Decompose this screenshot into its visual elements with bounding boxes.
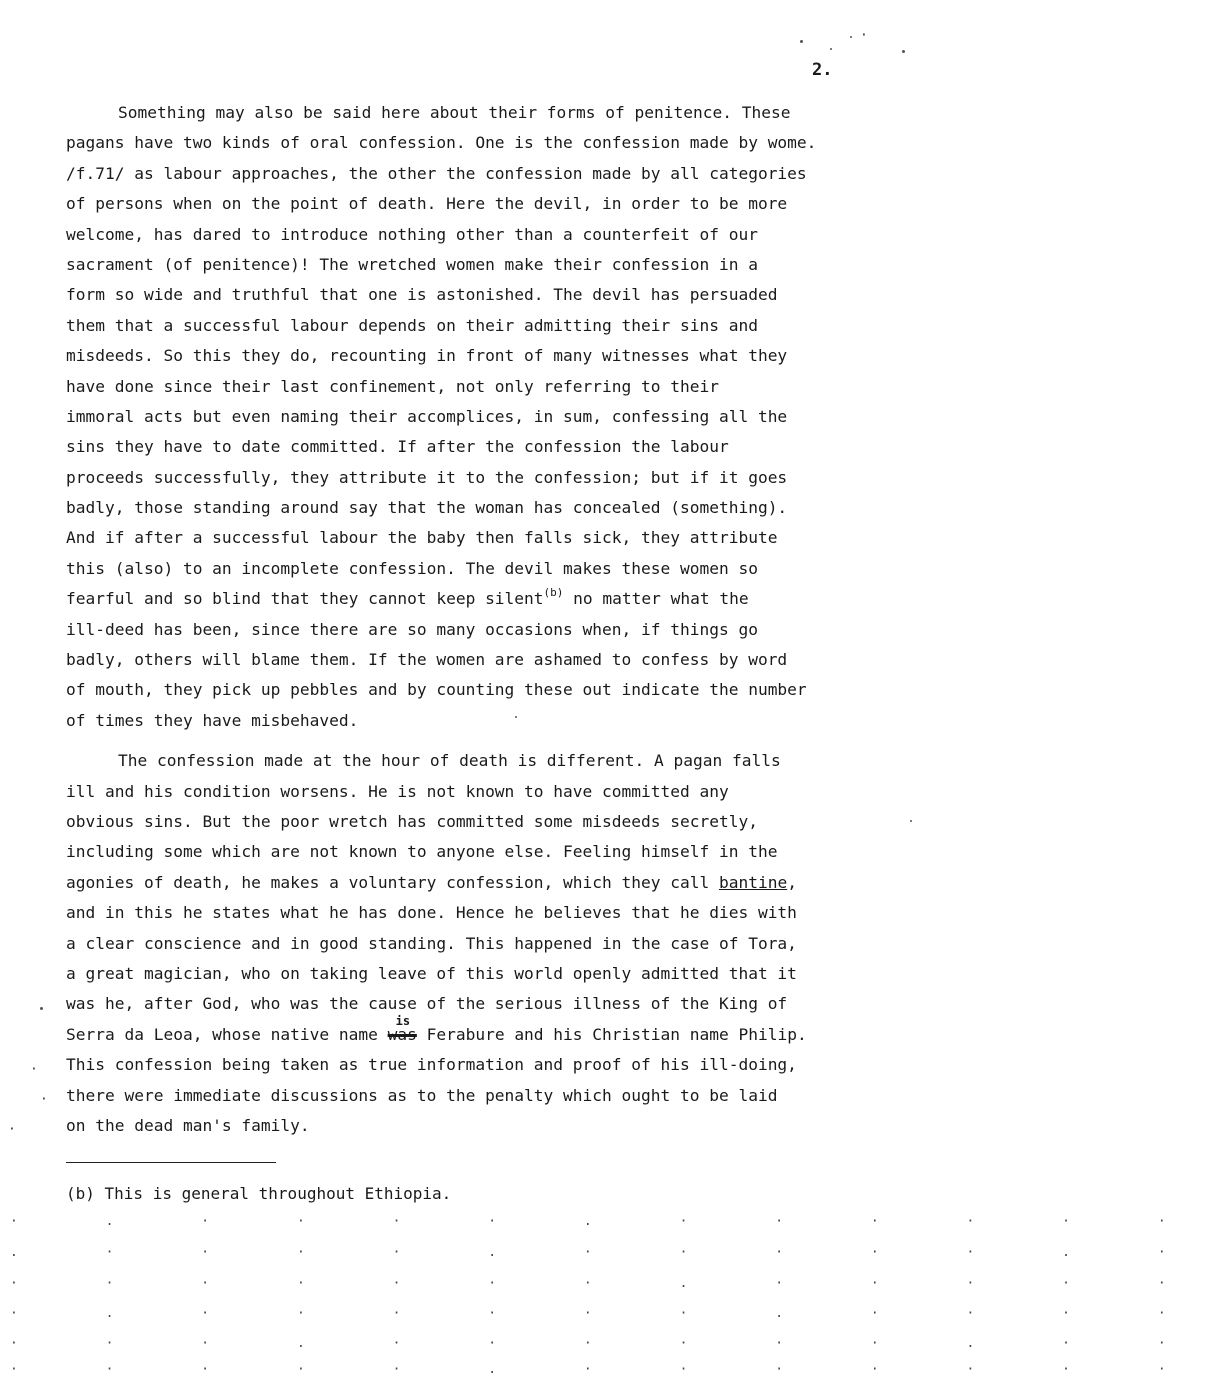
speck bbox=[515, 716, 517, 718]
text-line-footnote-ref bbox=[66, 584, 896, 614]
text-line: badly, others will blame them. If the women are ashamed to confess by word bbox=[66, 650, 788, 670]
bleed-through-row: . · · · · . · · · · · . · bbox=[10, 1245, 1206, 1260]
margin-mark: · bbox=[40, 1092, 48, 1107]
document-body bbox=[66, 98, 896, 1141]
text-line: them that a successful labour depends on their admitting their sins and bbox=[66, 315, 758, 335]
footnote-separator bbox=[66, 1162, 276, 1163]
line-text: , bbox=[787, 872, 797, 892]
text-line-bantine bbox=[66, 868, 896, 898]
text-line: form so wide and truthful that one is astonished. The devil has persuaded bbox=[66, 285, 778, 305]
text-line: sins they have to date committed. If after the confession the labour bbox=[66, 437, 729, 457]
page-number: 2. bbox=[812, 60, 833, 80]
margin-mark: · bbox=[30, 1062, 38, 1077]
text-line: ill and his condition worsens. He is not known to have committed any bbox=[66, 781, 729, 801]
text-line: of mouth, they pick up pebbles and by counting these out indicate the number bbox=[66, 680, 807, 700]
text-line: a clear conscience and in good standing. This happened in the case of Tora, bbox=[66, 933, 797, 953]
line-text: Serra da Leoa, whose native name bbox=[66, 1024, 388, 1044]
corner-mark: · bbox=[860, 28, 868, 43]
text-line: /f.71/ as labour approaches, the other the confession made by all categories bbox=[66, 163, 807, 183]
text-line: misdeeds. So this they do, recounting in front of many witnesses what they bbox=[66, 346, 788, 366]
text-line: have done since their last confinement, not only referring to their bbox=[66, 376, 719, 396]
text-line: pagans have two kinds of oral confession. One is the confession made by wome. bbox=[66, 133, 817, 153]
bleed-through-row: · . · · · · · · . · · · · bbox=[10, 1306, 1206, 1321]
text-line: of persons when on the point of death. Here the devil, in order to be more bbox=[66, 194, 788, 214]
speck bbox=[850, 36, 852, 38]
text-line: This confession being taken as true information and proof of his ill-doing, bbox=[66, 1055, 797, 1075]
text-line: ill-deed has been, since there are so many occasions when, if things go bbox=[66, 619, 758, 639]
text-line-native-name bbox=[66, 1013, 896, 1050]
text-line: on the dead man's family. bbox=[66, 1115, 310, 1135]
text-line: immoral acts but even naming their accomplices, in sum, confessing all the bbox=[66, 406, 788, 426]
bleed-through-row: · · · . · · · · · · . · · bbox=[10, 1336, 1206, 1351]
bleed-through-row: · . · · · · . · · · · · · bbox=[10, 1214, 1206, 1229]
text-line: of times they have misbehaved. bbox=[66, 710, 359, 730]
text-line: badly, those standing around say that the woman has concealed (something). bbox=[66, 498, 788, 518]
bantine-term: bantine bbox=[718, 872, 788, 892]
text-line: including some which are not known to anyone else. Feeling himself in the bbox=[66, 842, 778, 862]
paragraph-penitence bbox=[66, 98, 896, 736]
line-text: Ferabure and his Christian name Philip. bbox=[416, 1024, 807, 1044]
speck bbox=[910, 820, 912, 822]
text-line: welcome, has dared to introduce nothing other than a counterfeit of our bbox=[66, 224, 758, 244]
line-text: fearful and so blind that they cannot keep silent bbox=[66, 589, 544, 609]
text-line: there were immediate discussions as to the penalty which ought to be laid bbox=[66, 1085, 778, 1105]
line-text: no matter what the bbox=[563, 589, 749, 609]
text-line: obvious sins. But the poor wretch has committed some misdeeds secretly, bbox=[66, 811, 758, 831]
text-line: this (also) to an incomplete confession. The devil makes these women so bbox=[66, 558, 758, 578]
footnote-marker-b: (b) bbox=[543, 586, 564, 600]
struck-word: was bbox=[387, 1024, 417, 1044]
text-line: proceeds successfully, they attribute it to the confession; but if it goes bbox=[66, 467, 788, 487]
text-line: Something may also be said here about their forms of penitence. These bbox=[118, 103, 791, 122]
speck bbox=[830, 48, 832, 50]
inserted-word: is bbox=[395, 1013, 411, 1028]
text-line: sacrament (of penitence)! The wretched women make their confession in a bbox=[66, 254, 758, 274]
bleed-through-row: · · · · · · · . · · · · · bbox=[10, 1276, 1206, 1291]
text-line: and in this he states what he has done. Hence he believes that he dies with bbox=[66, 903, 797, 923]
text-line: And if after a successful labour the baby then falls sick, they attribute bbox=[66, 528, 778, 548]
speck bbox=[902, 50, 905, 53]
margin-mark: · bbox=[8, 1122, 16, 1137]
speck bbox=[40, 1007, 43, 1010]
correction bbox=[387, 1013, 417, 1050]
text-line: The confession made at the hour of death is different. A pagan falls bbox=[118, 751, 781, 771]
paragraph-death-confession bbox=[66, 746, 896, 1141]
line-text: agonies of death, he makes a voluntary confession, which they call bbox=[66, 872, 719, 892]
text-line: was he, after God, who was the cause of the serious illness of the King of bbox=[66, 994, 788, 1014]
footnote: (b) This is general throughout Ethiopia. bbox=[66, 1184, 452, 1203]
text-line: a great magician, who on taking leave of this world openly admitted that it bbox=[66, 963, 797, 983]
bleed-through-row: · · · · · . · · · · · · · bbox=[10, 1362, 1206, 1377]
speck bbox=[800, 40, 803, 43]
